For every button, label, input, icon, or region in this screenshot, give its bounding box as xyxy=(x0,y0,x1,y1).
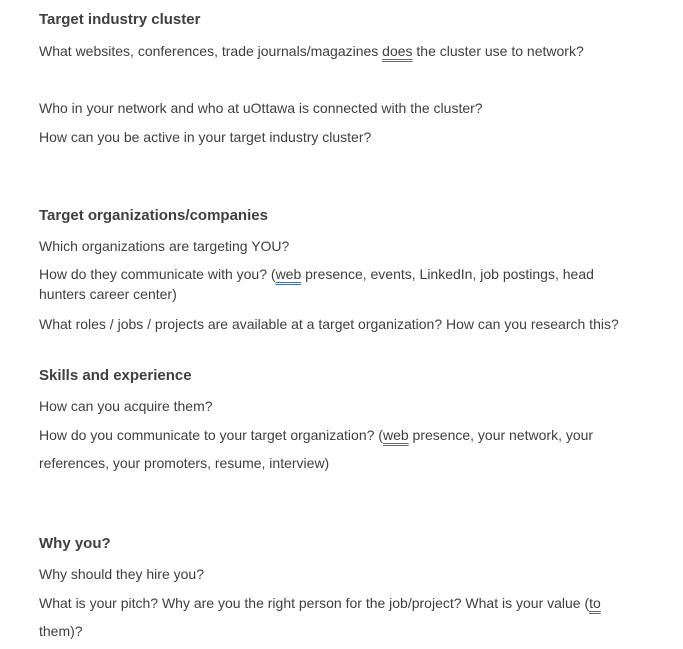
question-why-pitch xyxy=(39,589,619,645)
heading-skills-experience: Skills and experience xyxy=(39,367,192,384)
question-why-hire: Why should they hire you? xyxy=(39,566,204,582)
question-text: How do you communicate to your target organization? ( xyxy=(39,427,383,443)
question-text: What is your pitch? Why are you the right person for the job/project? What is your value ( xyxy=(39,595,590,611)
heading-target-organizations: Target organizations/companies xyxy=(39,207,268,224)
question-skills-communicate xyxy=(39,421,619,477)
question-text: What websites, conferences, trade journals/magazines xyxy=(39,43,383,59)
question-orgs-roles: What roles / jobs / projects are available at a target organization? How can you research this? xyxy=(39,316,619,332)
question-orgs-communicate xyxy=(39,264,619,304)
grammar-flag-does[interactable]: does xyxy=(382,43,413,59)
question-industry-networking xyxy=(39,41,584,61)
question-industry-active: How can you be active in your target industry cluster? xyxy=(39,129,372,145)
question-text: them)? xyxy=(39,623,83,639)
question-orgs-targeting: Which organizations are targeting YOU? xyxy=(39,238,290,254)
question-text: presence, your network, your references, your promoters, resume, interview) xyxy=(39,427,594,471)
question-skills-acquire: How can you acquire them? xyxy=(39,398,213,414)
grammar-flag-to[interactable]: to xyxy=(589,595,601,611)
question-text: presence, events, LinkedIn, job postings, head hunters career center) xyxy=(39,266,594,302)
question-text: How do they communicate with you? ( xyxy=(39,266,276,282)
question-text: the cluster use to network? xyxy=(412,43,584,59)
heading-why-you: Why you? xyxy=(39,535,111,552)
grammar-flag-web[interactable]: web xyxy=(275,266,302,282)
question-industry-connections: Who in your network and who at uOttawa is connected with the cluster? xyxy=(39,100,483,116)
grammar-flag-web[interactable]: web xyxy=(382,427,409,443)
heading-target-industry-cluster: Target industry cluster xyxy=(39,11,201,28)
